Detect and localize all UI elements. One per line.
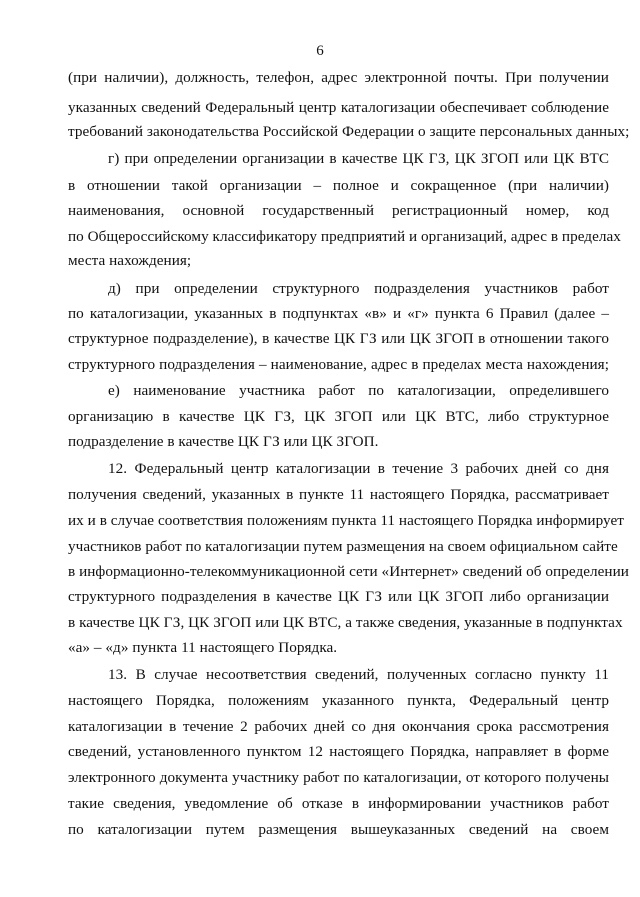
page-number: 6 bbox=[316, 43, 324, 59]
text-line: указанных сведений Федеральный центр каталогизации обеспечивает соблюдение bbox=[68, 99, 609, 116]
text-line: «а» – «д» пункта 11 настоящего Порядка. bbox=[68, 639, 338, 656]
text-line: по Общероссийскому классификатору предприятий и организаций, адрес в пределах bbox=[68, 228, 621, 245]
text-line: е) наименование участника работ по каталогизации, определившего bbox=[108, 382, 609, 399]
text-line: (при наличии), должность, телефон, адрес электронной почты. При получении bbox=[68, 69, 609, 86]
text-line: организацию в качестве ЦК ГЗ, ЦК ЗГОП или ЦК ВТС, либо структурное bbox=[68, 408, 609, 425]
text-line: наименования, основной государственный регистрационный номер, код bbox=[68, 202, 609, 219]
text-line: в отношении такой организации – полное и сокращенное (при наличии) bbox=[68, 177, 609, 194]
text-line: по каталогизации путем размещения вышеуказанных сведений на своем bbox=[68, 821, 609, 838]
text-line: получения сведений, указанных в пункте 11 настоящего Порядка, рассматривает bbox=[68, 486, 609, 503]
text-line: д) при определении структурного подразделения участников работ bbox=[108, 280, 609, 297]
text-line: их и в случае соответствия положениям пункта 11 настоящего Порядка информирует bbox=[68, 512, 624, 529]
text-line: подразделение в качестве ЦК ГЗ или ЦК ЗГОП. bbox=[68, 433, 379, 450]
text-line: структурного подразделения – наименование, адрес в пределах места нахождения; bbox=[68, 356, 609, 373]
text-line: сведений, установленного пунктом 12 настоящего Порядка, направляет в форме bbox=[68, 743, 609, 760]
text-line: участников работ по каталогизации путем размещения на своем официальном сайте bbox=[68, 538, 618, 555]
text-line: г) при определении организации в качестве ЦК ГЗ, ЦК ЗГОП или ЦК ВТС bbox=[108, 150, 609, 167]
text-line: такие сведения, уведомление об отказе в информировании участников работ bbox=[68, 795, 609, 812]
text-line: в информационно-телекоммуникационной сети «Интернет» сведений об определении bbox=[68, 563, 629, 580]
text-line: электронного документа участнику работ по каталогизации, от которого получены bbox=[68, 769, 609, 786]
text-line: настоящего Порядка, положениям указанного пункта, Федеральный центр bbox=[68, 692, 609, 709]
text-line: 12. Федеральный центр каталогизации в течение 3 рабочих дней со дня bbox=[108, 460, 609, 477]
text-line: требований законодательства Российской Федерации о защите персональных данных; bbox=[68, 123, 630, 140]
text-line: структурного подразделения в качестве ЦК ГЗ или ЦК ЗГОП либо организации bbox=[68, 588, 609, 605]
text-line: 13. В случае несоответствия сведений, полученных согласно пункту 11 bbox=[108, 666, 609, 683]
text-line: каталогизации в течение 2 рабочих дней со дня окончания срока рассмотрения bbox=[68, 718, 609, 735]
text-line: по каталогизации, указанных в подпунктах «в» и «г» пункта 6 Правил (далее – bbox=[68, 305, 609, 322]
text-line: в качестве ЦК ГЗ, ЦК ЗГОП или ЦК ВТС, а также сведения, указанные в подпунктах bbox=[68, 614, 623, 631]
text-line: структурное подразделение), в качестве ЦК ГЗ или ЦК ЗГОП в отношении такого bbox=[68, 330, 609, 347]
text-line: места нахождения; bbox=[68, 252, 192, 269]
